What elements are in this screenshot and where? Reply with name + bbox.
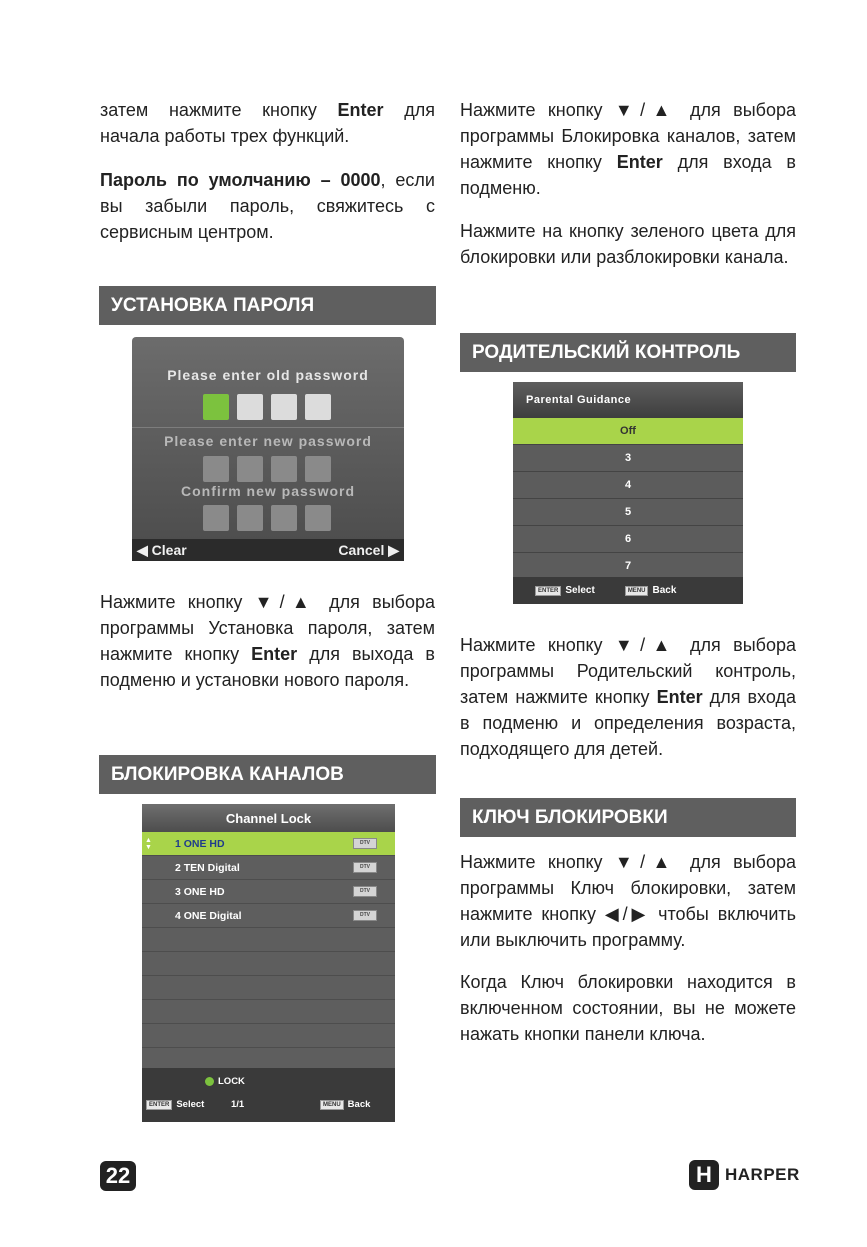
paragraph-default-password xyxy=(100,167,435,245)
lock-hint xyxy=(205,1076,245,1087)
empty-row xyxy=(142,1000,395,1024)
select-label: Select xyxy=(176,1099,205,1110)
page-indicator: 1/1 xyxy=(231,1099,245,1110)
select-hint xyxy=(535,585,595,596)
pin-digit[interactable] xyxy=(203,456,229,482)
channel-lock-footer xyxy=(142,1068,395,1122)
age-option[interactable]: 4 xyxy=(513,472,743,499)
cancel-button[interactable]: Cancel ▶ xyxy=(338,541,399,558)
channel-lock-title: Channel Lock xyxy=(142,804,395,832)
text: для входа в подменю и определения возраста, подходящего для детей. xyxy=(460,687,796,759)
select-label: Select xyxy=(565,585,595,596)
text: Нажмите кнопку ▼/▲ для выбора программы Установка пароля, затем нажмите кнопку xyxy=(100,592,435,664)
back-label: Back xyxy=(652,585,677,596)
age-option[interactable]: 3 xyxy=(513,445,743,472)
dtv-badge: DTV xyxy=(353,886,377,897)
enter-key-text: Enter xyxy=(337,100,384,120)
pin-digit[interactable] xyxy=(203,394,229,420)
age-option[interactable]: 5 xyxy=(513,499,743,526)
enter-key-text: Enter xyxy=(251,644,298,664)
paragraph-set-password xyxy=(100,589,435,693)
pin-digit[interactable] xyxy=(271,456,297,482)
paragraph-green-button: Нажмите на кнопку зеленого цвета для блокировки или разблокировки канала. xyxy=(460,221,796,267)
channel-row[interactable] xyxy=(142,856,395,880)
harper-logo xyxy=(689,1160,800,1190)
enter-key-text: Enter xyxy=(656,687,703,707)
brand-name: HARPER xyxy=(725,1165,800,1184)
text: для начала работы трех функций. xyxy=(100,100,435,146)
pin-digit[interactable] xyxy=(237,456,263,482)
paragraph-key-lock: Нажмите кнопку ▼/▲ для выбора программы Ключ блокировки, затем нажмите кнопку ◀/▶ чтобы включить или выключить программу. xyxy=(460,852,796,950)
empty-row xyxy=(142,976,395,1000)
back-hint xyxy=(625,585,677,596)
text: затем нажмите кнопку xyxy=(100,100,338,120)
confirm-password-label: Confirm new password xyxy=(180,483,356,499)
paragraph-parental-control xyxy=(460,632,796,762)
pin-digit[interactable] xyxy=(305,394,331,420)
back-hint xyxy=(320,1099,370,1110)
pin-digit[interactable] xyxy=(203,505,229,531)
channel-row[interactable] xyxy=(142,880,395,904)
lock-label: LOCK xyxy=(218,1076,245,1087)
pin-digit[interactable] xyxy=(237,505,263,531)
empty-row xyxy=(142,928,395,952)
password-footer xyxy=(132,539,404,561)
paragraph-key-lock-on: Когда Ключ блокировки находится в включенном состоянии, вы не можете нажать кнопки панели ключа. xyxy=(460,972,796,1044)
pin-digit[interactable] xyxy=(237,394,263,420)
text: , если вы забыли пароль, свяжитесь с сервисным центром. xyxy=(100,170,435,242)
pin-digit[interactable] xyxy=(305,456,331,482)
old-password-label: Please enter old password xyxy=(167,367,369,383)
menu-key-icon: MENU xyxy=(320,1100,344,1110)
select-hint xyxy=(146,1099,204,1110)
section-header-set-password: УСТАНОВКА ПАРОЛЯ xyxy=(99,286,436,325)
empty-row xyxy=(142,952,395,976)
channel-name: 4 ONE Digital xyxy=(175,909,242,922)
default-password-text: Пароль по умолчанию – 0000 xyxy=(100,170,381,190)
text: Нажмите кнопку ▼/▲ для выбора программы Родительский контроль, затем нажмите кнопку xyxy=(460,635,796,707)
text: для выхода в подменю и установки нового пароля. xyxy=(100,644,435,690)
logo-icon: H xyxy=(689,1160,719,1190)
channel-row[interactable] xyxy=(142,832,395,856)
new-password-label: Please enter new password xyxy=(164,433,372,449)
paragraph-channel-lock xyxy=(460,97,796,201)
parental-footer xyxy=(513,577,743,604)
section-header-parental-control: РОДИТЕЛЬСКИЙ КОНТРОЛЬ xyxy=(460,333,796,372)
channel-row[interactable] xyxy=(142,904,395,928)
channel-name: 2 TEN Digital xyxy=(175,861,240,874)
page-number: 22 xyxy=(100,1161,136,1191)
dtv-badge: DTV xyxy=(353,838,377,849)
clear-button[interactable]: ◀ Clear xyxy=(137,541,187,558)
channel-name: 3 ONE HD xyxy=(175,885,225,898)
age-option[interactable]: 7 xyxy=(513,553,743,580)
channel-lock-screen xyxy=(142,804,395,1122)
enter-key-icon: ENTER xyxy=(535,586,561,596)
password-screen xyxy=(132,337,404,561)
pin-digit[interactable] xyxy=(271,505,297,531)
new-password-boxes[interactable] xyxy=(203,456,331,482)
age-option[interactable]: Off xyxy=(513,418,743,445)
menu-key-icon: MENU xyxy=(625,586,649,596)
pin-digit[interactable] xyxy=(305,505,331,531)
enter-key-text: Enter xyxy=(616,152,663,172)
divider xyxy=(132,427,404,428)
parental-guidance-title: Parental Guidance xyxy=(513,382,743,418)
back-label: Back xyxy=(347,1099,371,1110)
confirm-password-boxes[interactable] xyxy=(203,505,331,531)
empty-row xyxy=(142,1024,395,1048)
channel-name: 1 ONE HD xyxy=(175,837,225,850)
age-option[interactable]: 6 xyxy=(513,526,743,553)
old-password-boxes[interactable] xyxy=(203,394,331,420)
text: для входа в подменю. xyxy=(460,152,796,198)
paragraph-intro xyxy=(100,97,435,149)
green-button-icon xyxy=(205,1077,214,1086)
up-down-arrow-icon: ▲ ▼ xyxy=(145,836,152,851)
section-header-channel-lock: БЛОКИРОВКА КАНАЛОВ xyxy=(99,755,436,794)
dtv-badge: DTV xyxy=(353,910,377,921)
section-header-key-lock: КЛЮЧ БЛОКИРОВКИ xyxy=(460,798,796,837)
parental-guidance-screen xyxy=(513,382,743,604)
pin-digit[interactable] xyxy=(271,394,297,420)
text: Нажмите кнопку ▼/▲ для выбора программы Блокировка каналов, затем нажмите кнопку xyxy=(460,100,796,172)
enter-key-icon: ENTER xyxy=(146,1100,172,1110)
dtv-badge: DTV xyxy=(353,862,377,873)
